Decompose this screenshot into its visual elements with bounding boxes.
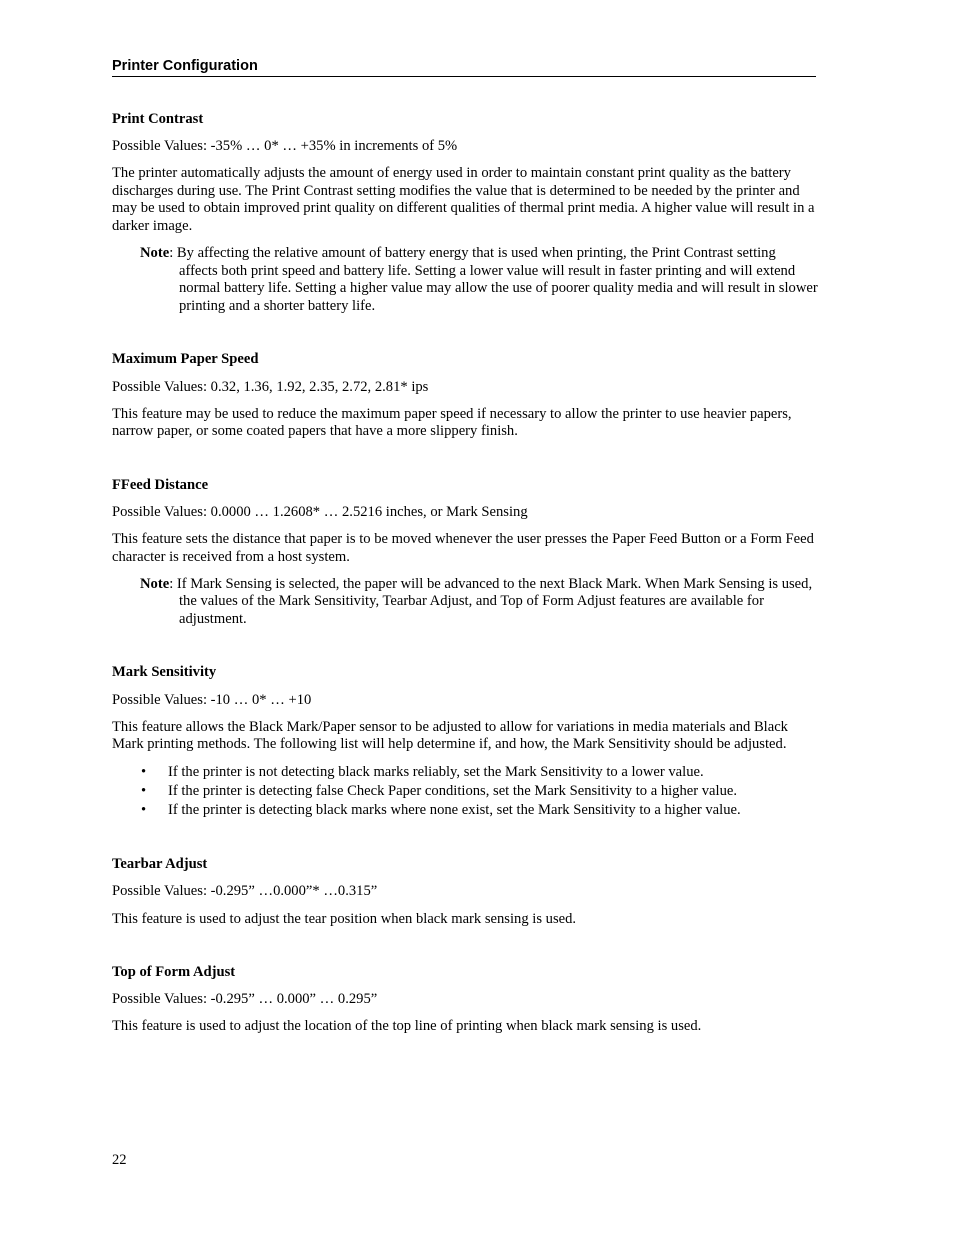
possible-values: Possible Values: -10 … 0* … +10 xyxy=(112,691,312,708)
header-title: Printer Configuration xyxy=(112,58,258,74)
section-print-contrast xyxy=(112,111,818,315)
section-title: Print Contrast xyxy=(112,111,204,127)
list-item xyxy=(112,763,818,782)
section-title: Mark Sensitivity xyxy=(112,664,217,681)
section-body: This feature is used to adjust the tear position when black mark sensing is used. xyxy=(112,910,577,927)
note xyxy=(140,576,818,629)
section-body: The printer automatically adjusts the amount of energy used in order to maintain constant print quality as the battery discharges during use. The Print Contrast setting modifies the value that is determined to be needed by the printer and may be used to obtain improved print quality on different qualities of thermal print media. A higher value will result in a darker image. xyxy=(112,165,815,234)
section-title: Tearbar Adjust xyxy=(112,856,208,873)
page-content xyxy=(112,111,818,1036)
list-item-text: If the printer is not detecting black marks reliably, set the Mark Sensitivity to a lower value. xyxy=(168,764,704,781)
section-body: This feature is used to adjust the location of the top line of printing when black mark sensing is used. xyxy=(112,1018,702,1035)
section-body: This feature sets the distance that paper is to be moved whenever the user presses the Paper Feed Button or a Form Feed character is received from a host system. xyxy=(112,531,814,565)
bullet-icon: • xyxy=(141,802,147,819)
list-item xyxy=(112,782,818,801)
possible-values: Possible Values: -35% … 0* … +35% in increments of 5% xyxy=(112,138,458,155)
possible-values: Possible Values: -0.295” … 0.000” … 0.295” xyxy=(112,991,378,1008)
page-number: 22 xyxy=(112,1152,127,1168)
note-text: : If Mark Sensing is selected, the paper will be advanced to the next Black Mark. When Mark Sensing is used, the values of the Mark Sensitivity, Tearbar Adjust, and Top of Form Adjust features are available for adjustment. xyxy=(169,575,813,627)
section-tearbar-adjust xyxy=(112,856,818,928)
bullet-list xyxy=(112,763,818,820)
note-text: : By affecting the relative amount of battery energy that is used when printing, the Print Contrast setting affects both print speed and battery life. Setting a lower value will result in faster printing and will extend normal battery life. Setting a higher value may allow the use of poorer quality media and will result in slower printing and a shorter battery life. xyxy=(169,245,818,314)
page-header xyxy=(112,56,816,77)
note-label: Note xyxy=(140,575,170,592)
section-ffeed-distance xyxy=(112,477,818,629)
section-body: This feature may be used to reduce the maximum paper speed if necessary to allow the printer to use heavier papers, narrow paper, or some coated papers that have a more slippery finish. xyxy=(112,405,792,440)
list-item-text: If the printer is detecting false Check Paper conditions, set the Mark Sensitivity to a higher value. xyxy=(168,783,738,800)
section-max-paper-speed xyxy=(112,351,818,440)
possible-values: Possible Values: 0.0000 … 1.2608* … 2.5216 inches, or Mark Sensing xyxy=(112,503,528,520)
section-title: FFeed Distance xyxy=(112,476,209,493)
section-body: This feature allows the Black Mark/Paper sensor to be adjusted to allow for variations in media materials and Black Mark printing methods. The following list will help determine if, and how, the Mark Sensitivity should be adjusted. xyxy=(112,718,788,753)
section-title: Top of Form Adjust xyxy=(112,964,236,981)
bullet-icon: • xyxy=(141,783,147,800)
list-item-text: If the printer is detecting black marks where none exist, set the Mark Sensitivity to a higher value. xyxy=(168,802,741,819)
list-item xyxy=(112,801,818,820)
bullet-icon: • xyxy=(141,764,147,781)
section-mark-sensitivity xyxy=(112,664,818,820)
section-top-of-form-adjust xyxy=(112,964,818,1036)
note xyxy=(140,245,818,315)
possible-values: Possible Values: 0.32, 1.36, 1.92, 2.35, 2.72, 2.81* ips xyxy=(112,378,429,395)
possible-values: Possible Values: -0.295” …0.000”* …0.315” xyxy=(112,883,378,900)
note-label: Note xyxy=(140,245,170,262)
section-title: Maximum Paper Speed xyxy=(112,351,259,368)
